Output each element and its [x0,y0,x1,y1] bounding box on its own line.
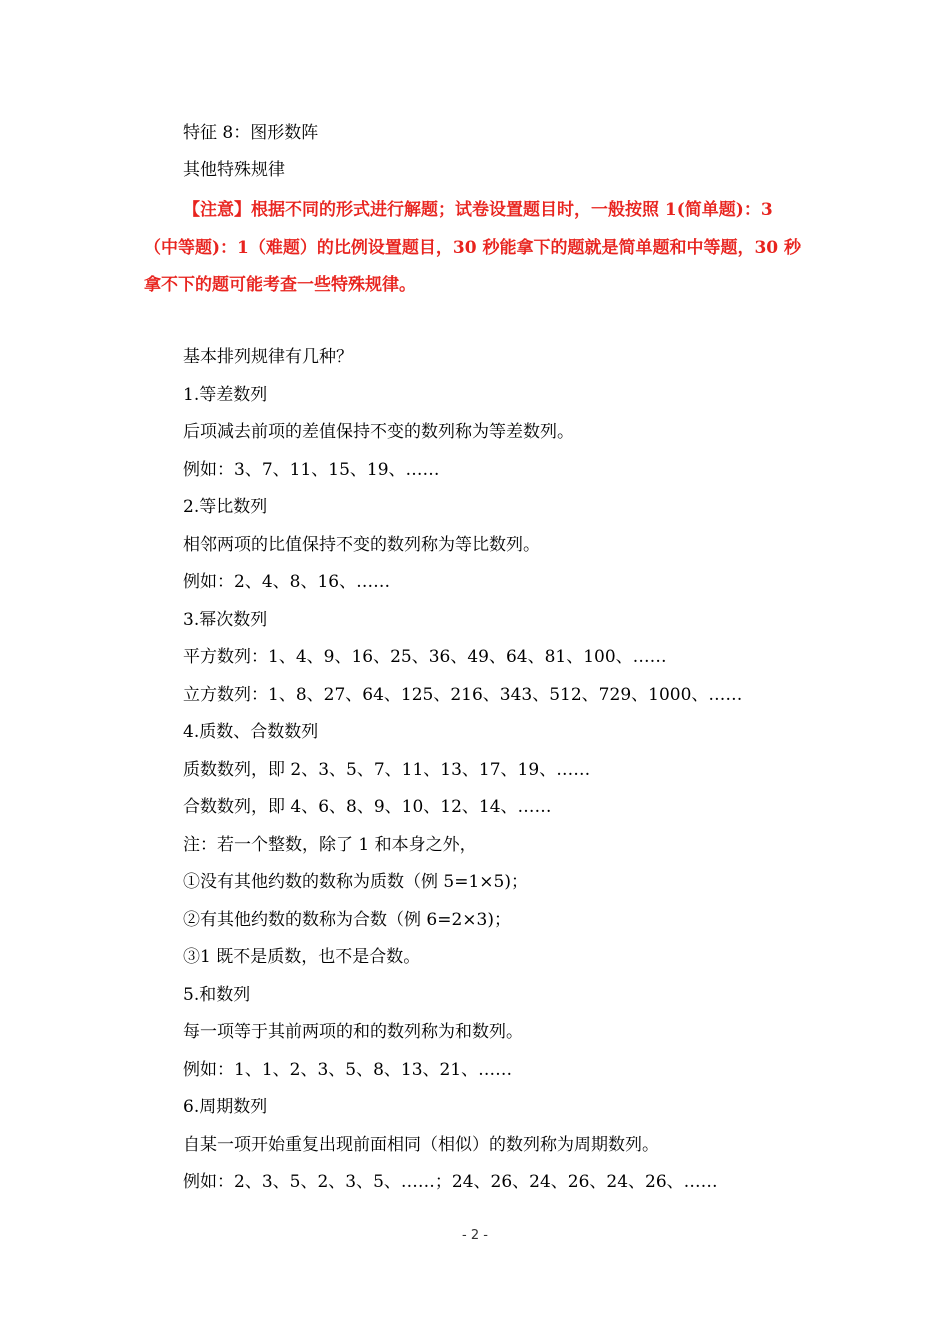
heading-feature-8: 特征 8：图形数阵 [183,123,319,143]
notice-label: 【注意】 [183,200,251,220]
section-periodic: 6.周期数列 [183,1097,268,1117]
page-number: - 2 - [462,1228,488,1243]
text-prime-sequence: 质数数列，即 2、3、5、7、11、13、17、19、…… [183,760,591,780]
text-note-composite: ②有其他约数的数称为合数（例 6=2×3)； [183,910,511,930]
text-note-intro: 注：若一个整数，除了 1 和本身之外， [183,835,477,855]
section-arithmetic: 1.等差数列 [183,385,268,405]
text-arithmetic-example: 例如：3、7、11、15、19、…… [183,460,440,480]
section-power: 3.幂次数列 [183,610,268,630]
text-composite-sequence: 合数数列，即 4、6、8、9、10、12、14、…… [183,797,552,817]
text-periodic-example: 例如：2、3、5、2、3、5、……；24、26、24、26、24、26、…… [183,1172,718,1192]
text-cube-sequence: 立方数列：1、8、27、64、125、216、343、512、729、1000、…… [183,685,743,705]
heading-other-special-rules: 其他特殊规律 [183,160,285,180]
notice-paragraph [144,192,806,305]
text-square-sequence: 平方数列：1、4、9、16、25、36、49、64、81、100、…… [183,647,667,667]
text-sum-example: 例如：1、1、2、3、5、8、13、21、…… [183,1060,513,1080]
notice-text: 根据不同的形式进行解题；试卷设置题目时，一般按照 1(简单题)：3（中等题)：1（难题）的比例设置题目，30 秒能拿下的题就是简单题和中等题，30 秒拿不下的题可能考查一些特殊规律。 [144,200,802,295]
text-note-prime: ①没有其他约数的数称为质数（例 5=1×5)； [183,872,528,892]
section-sum: 5.和数列 [183,985,251,1005]
text-note-one: ③1 既不是质数，也不是合数。 [183,947,421,967]
text-periodic-definition: 自某一项开始重复出现前面相同（相似）的数列称为周期数列。 [183,1135,659,1155]
text-sum-definition: 每一项等于其前两项的和的数列称为和数列。 [183,1022,523,1042]
question-basic-rules: 基本排列规律有几种？ [183,347,353,367]
section-prime-composite: 4.质数、合数数列 [183,722,319,742]
text-arithmetic-definition: 后项减去前项的差值保持不变的数列称为等差数列。 [183,422,574,442]
text-geometric-definition: 相邻两项的比值保持不变的数列称为等比数列。 [183,535,540,555]
section-geometric: 2.等比数列 [183,497,268,517]
text-geometric-example: 例如：2、4、8、16、…… [183,572,391,592]
